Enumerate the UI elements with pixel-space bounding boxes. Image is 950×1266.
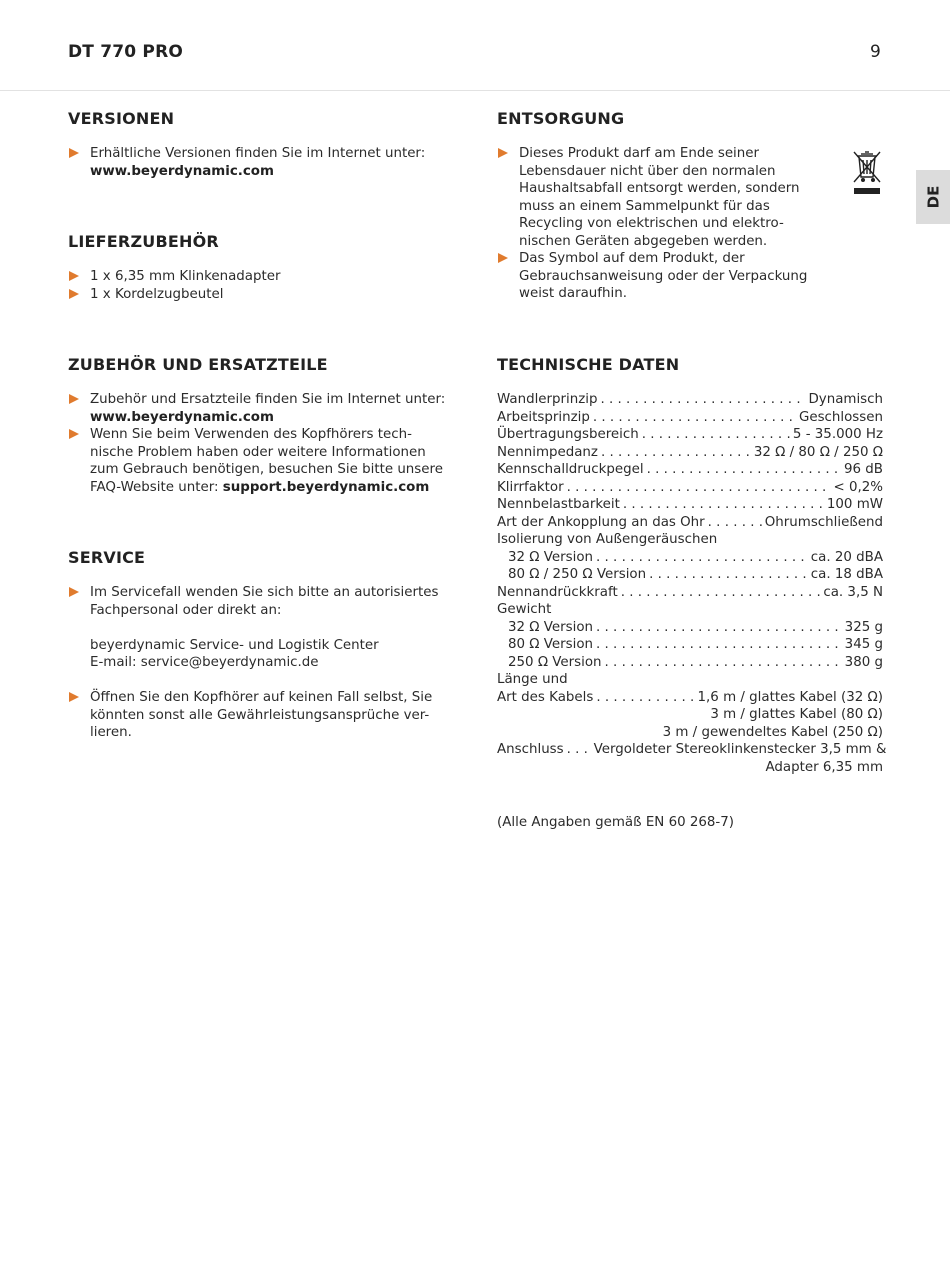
spec-note: (Alle Angaben gemäß EN 60 268-7) — [497, 815, 734, 830]
support-link[interactable]: support.beyerdynamic.com — [222, 479, 430, 495]
bullet-arrow-icon — [69, 148, 79, 158]
spec-row: 250 Ω Version . . . 380 g — [497, 654, 883, 672]
section-heading: VERSIONEN — [68, 109, 175, 128]
website-link[interactable]: www.beyerdynamic.com — [90, 409, 274, 425]
spec-row: Arbeitsprinzip . . . Geschlossen — [497, 409, 883, 427]
language-tab-label: DE — [923, 185, 942, 209]
spec-row: Übertragungsbereich . . . 5 - 35.000 Hz — [497, 426, 883, 444]
bullet-arrow-icon — [69, 692, 79, 702]
list-item: Dieses Produkt darf am Ende seiner Lebensdauer nicht über den normalen Haushaltsabfall entsorgt werden, sondern muss an einem Sammelpunkt für das Recycling von elektrischen und elektro-nischen Geräten abgegeben werden. — [497, 145, 817, 250]
section-lieferzubehoer — [68, 231, 453, 303]
spec-row: 80 Ω / 250 Ω Version . . . ca. 18 dBA — [497, 566, 883, 584]
list-item: Das Symbol auf dem Produkt, der Gebrauchsanweisung oder der Verpackung weist daraufhin. — [497, 250, 817, 303]
bullet-arrow-icon — [69, 394, 79, 404]
section-heading: LIEFERZUBEHÖR — [68, 232, 219, 251]
spec-row: Klirrfaktor . . . < 0,2% — [497, 479, 883, 497]
bullet-arrow-icon — [498, 148, 508, 158]
list-item: Im Servicefall wenden Sie sich bitte an autorisiertes Fachpersonal oder direkt an: — [68, 584, 453, 619]
page-number: 9 — [870, 42, 881, 62]
spec-row: Nennandrückkraft . . . ca. 3,5 N — [497, 584, 883, 602]
section-heading: ENTSORGUNG — [497, 109, 625, 128]
section-versionen — [68, 108, 453, 180]
section-technische-daten — [497, 354, 887, 776]
bullet-arrow-icon — [69, 271, 79, 281]
document-title: DT 770 PRO — [68, 42, 184, 62]
spec-row: 80 Ω Version . . . 345 g — [497, 636, 883, 654]
spec-continuation: 3 m / glattes Kabel (80 Ω) — [710, 707, 883, 722]
spec-continuation: Adapter 6,35 mm — [765, 759, 883, 775]
list-item: 1 x Kordelzugbeutel — [68, 286, 453, 304]
website-link[interactable]: www.beyerdynamic.com — [90, 163, 274, 179]
list-item: Zubehör und Ersatzteile finden Sie im Internet unter: www.beyerdynamic.com — [68, 391, 453, 426]
list-item: 1 x 6,35 mm Klinkenadapter — [68, 268, 453, 286]
spec-group-label: Länge und — [497, 672, 568, 687]
spec-row: 32 Ω Version . . . 325 g — [497, 619, 883, 637]
spec-row: Nennimpedanz . . . 32 Ω / 80 Ω / 250 Ω — [497, 444, 883, 462]
spec-row: Art des Kabels . . . 1,6 m / glattes Kabel (32 Ω) — [497, 689, 883, 707]
spec-group-label: Gewicht — [497, 602, 552, 617]
service-address: beyerdynamic Service- und Logistik Center E-mail: service@beyerdynamic.de — [68, 637, 453, 672]
crossed-out-wheelie-bin-icon — [851, 150, 883, 198]
section-heading: TECHNISCHE DATEN — [497, 355, 680, 374]
section-service — [68, 547, 453, 742]
header-divider — [0, 90, 950, 91]
bullet-arrow-icon — [69, 289, 79, 299]
spec-row: 32 Ω Version . . . ca. 20 dBA — [497, 549, 883, 567]
bullet-arrow-icon — [69, 429, 79, 439]
bullet-arrow-icon — [69, 587, 79, 597]
list-item: Wenn Sie beim Verwenden des Kopfhörers tech-nische Problem haben oder weitere Informationen zum Gebrauch benötigen, besuchen Sie bitte unsere FAQ-Website unter: support.beyerdynamic.com — [68, 426, 453, 496]
spec-continuation: 3 m / gewendeltes Kabel (250 Ω) — [662, 724, 883, 740]
spec-row: Anschluss . . . Vergoldeter Stereoklinkenstecker 3,5 mm & — [497, 741, 883, 759]
spec-row: Wandlerprinzip . . . Dynamisch — [497, 391, 883, 409]
section-zubehoer — [68, 354, 453, 496]
section-entsorgung — [497, 108, 883, 303]
bullet-arrow-icon — [498, 253, 508, 263]
service-email[interactable]: E-mail: service@beyerdynamic.de — [90, 655, 319, 670]
list-item: Erhältliche Versionen finden Sie im Internet unter: www.beyerdynamic.com — [68, 145, 453, 180]
spec-row: Kennschalldruckpegel . . . 96 dB — [497, 461, 883, 479]
list-item: Öffnen Sie den Kopfhörer auf keinen Fall selbst, Sie könnten sonst alle Gewährleistungsansprüche ver-lieren. — [68, 689, 453, 742]
spec-row: Art der Ankopplung an das Ohr . . . Ohrumschließend — [497, 514, 883, 532]
spec-group-label: Isolierung von Außengeräuschen — [497, 532, 718, 547]
language-tab — [916, 170, 950, 224]
spec-row: Nennbelastbarkeit . . . 100 mW — [497, 496, 883, 514]
section-heading: ZUBEHÖR UND ERSATZTEILE — [68, 355, 328, 374]
section-heading: SERVICE — [68, 548, 146, 567]
